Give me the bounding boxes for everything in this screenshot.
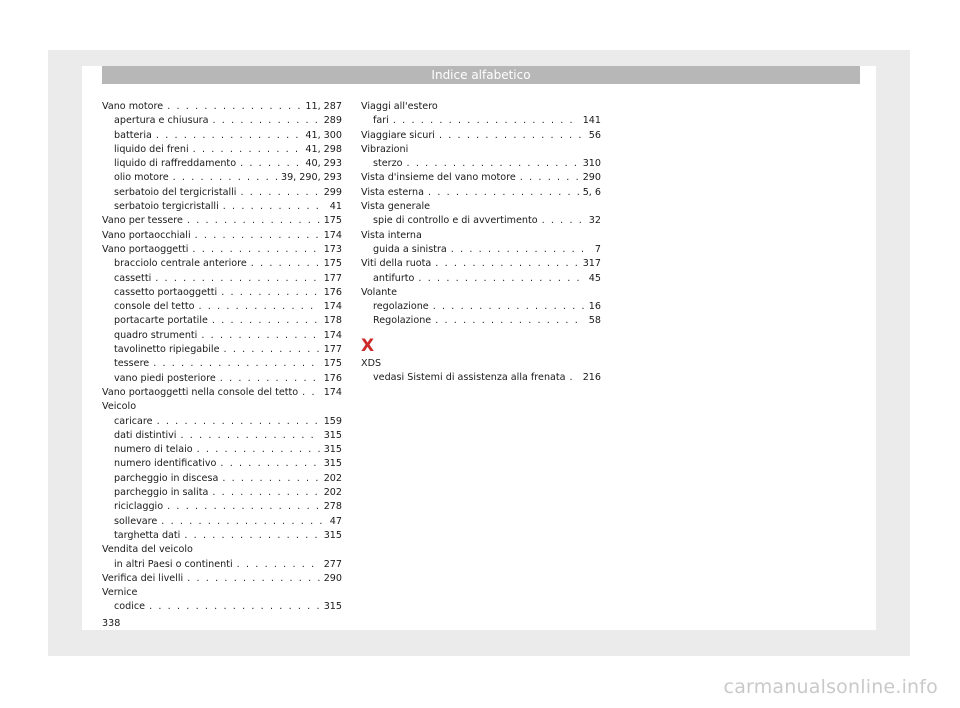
index-subentry [102, 415, 342, 429]
index-subentry [102, 114, 342, 128]
entry-pages: 177 [323, 272, 342, 284]
dot-leader [212, 314, 320, 328]
entry-term: sterzo [373, 158, 403, 170]
dot-leader [520, 171, 579, 185]
entry-term: Veicolo [102, 401, 137, 413]
entry-term: Vendita del veicolo [102, 544, 193, 556]
index-entry [361, 229, 601, 243]
index-entry [102, 400, 342, 414]
header-title: Indice alfabetico [431, 68, 531, 82]
index-entry [102, 543, 342, 557]
entry-term: bracciolo centrale anteriore [114, 258, 247, 270]
entry-term: Regolazione [373, 315, 432, 327]
dot-leader [195, 229, 320, 243]
index-entry [102, 243, 342, 257]
entry-term: portacarte portatile [114, 315, 208, 327]
dot-leader [224, 343, 320, 357]
index-subentry [102, 443, 342, 457]
dot-leader [542, 214, 585, 228]
entry-term: in altri Paesi o continenti [114, 558, 233, 570]
index-subentry [102, 457, 342, 471]
entry-pages: 317 [582, 258, 601, 270]
entry-pages: 175 [323, 258, 342, 270]
index-entry [102, 586, 342, 600]
entry-term: antifurto [373, 272, 415, 284]
entry-pages: 175 [323, 358, 342, 370]
entry-term: tavolinetto ripiegabile [114, 344, 220, 356]
entry-pages: 16 [588, 301, 601, 313]
entry-term: sollevare [114, 515, 158, 527]
entry-term: olio motore [114, 172, 169, 184]
entry-pages: 315 [323, 529, 342, 541]
index-entry [361, 286, 601, 300]
index-entry [361, 129, 601, 143]
entry-pages: 58 [588, 315, 601, 327]
index-entry [361, 357, 601, 371]
entry-pages: 277 [323, 558, 342, 570]
index-subentry [102, 143, 342, 157]
entry-term: Viaggiare sicuri [361, 129, 435, 141]
dot-leader [435, 314, 585, 328]
entry-pages: 178 [323, 315, 342, 327]
entry-term: cassetto portaoggetti [114, 286, 218, 298]
index-subentry [361, 314, 601, 328]
entry-term: apertura e chiusura [114, 115, 209, 127]
entry-term: dati distintivi [114, 429, 177, 441]
entry-term: Vano portaoggetti [102, 243, 189, 255]
entry-pages: 202 [323, 472, 342, 484]
dot-leader [180, 429, 319, 443]
entry-term: Vista esterna [361, 186, 425, 198]
dot-leader [201, 329, 319, 343]
entry-pages: 176 [323, 286, 342, 298]
index-subentry [102, 500, 342, 514]
dot-leader [393, 114, 579, 128]
entry-term: serbatoio del tergicristalli [114, 186, 237, 198]
index-subentry [102, 529, 342, 543]
entry-pages: 290 [323, 572, 342, 584]
dot-leader [187, 214, 320, 228]
entry-term: Vano motore [102, 101, 164, 112]
index-subentry [361, 371, 601, 385]
index-subentry [102, 200, 342, 214]
entry-pages: 310 [582, 158, 601, 170]
index-subentry [102, 343, 342, 357]
entry-pages: 216 [582, 372, 601, 384]
index-subentry [102, 171, 342, 185]
index-letter-heading: X [361, 335, 375, 356]
index-subentry [361, 214, 601, 228]
dot-leader [418, 272, 584, 286]
dot-leader [184, 529, 319, 543]
index-subentry [102, 472, 342, 486]
dot-leader [198, 300, 319, 314]
index-subentry [361, 300, 601, 314]
index-subentry [361, 243, 601, 257]
dot-leader [222, 472, 319, 486]
entry-term: numero identificativo [114, 458, 217, 470]
dot-leader [237, 558, 320, 572]
entry-pages: 41, 298 [305, 143, 342, 155]
entry-term: vedasi Sistemi di assistenza alla frenata [373, 372, 566, 384]
index-subentry [361, 272, 601, 286]
entry-term: guida a sinistra [373, 243, 447, 255]
dot-leader [220, 372, 320, 386]
index-entry [361, 100, 601, 114]
entry-pages: 173 [323, 243, 342, 255]
entry-pages: 11, 287 [305, 101, 342, 112]
dot-leader [435, 257, 578, 271]
dot-leader [428, 186, 579, 200]
entry-pages: 174 [323, 301, 342, 313]
index-subentry [102, 129, 342, 143]
entry-term: quadro strumenti [114, 329, 198, 341]
index-subentry [102, 558, 342, 572]
dot-leader [197, 443, 320, 457]
dot-leader [240, 186, 319, 200]
index-column-right [361, 100, 601, 385]
entry-pages: 47 [329, 515, 342, 527]
page-number: 338 [102, 618, 121, 629]
entry-term: Vano per tessere [102, 215, 183, 227]
index-entry [102, 386, 342, 400]
entry-term: Vernice [102, 587, 138, 599]
entry-term: regolazione [373, 301, 429, 313]
entry-pages: 174 [323, 229, 342, 241]
dot-leader [240, 157, 301, 171]
index-entry [361, 257, 601, 271]
dot-leader [407, 157, 579, 171]
entry-pages: 32 [588, 215, 601, 227]
entry-term: Vano portaocchiali [102, 229, 191, 241]
index-entry [361, 186, 601, 200]
dot-leader [570, 371, 579, 385]
index-entry [361, 143, 601, 157]
entry-term: parcheggio in discesa [114, 472, 219, 484]
entry-term: Viti della ruota [361, 258, 432, 270]
entry-pages: 299 [323, 186, 342, 198]
entry-term: targhetta dati [114, 529, 181, 541]
entry-term: parcheggio in salita [114, 487, 209, 499]
entry-pages: 289 [323, 115, 342, 127]
dot-leader [173, 171, 277, 185]
entry-pages: 315 [323, 458, 342, 470]
entry-pages: 174 [323, 386, 342, 398]
entry-pages: 177 [323, 344, 342, 356]
index-subentry [361, 114, 601, 128]
entry-term: batteria [114, 129, 152, 141]
entry-pages: 45 [588, 272, 601, 284]
dot-leader [223, 200, 326, 214]
entry-pages: 175 [323, 215, 342, 227]
index-entry [361, 200, 601, 214]
entry-pages: 315 [323, 429, 342, 441]
entry-term: Vista d'insieme del vano motore [361, 172, 516, 184]
index-subentry [102, 600, 342, 614]
entry-pages: 278 [323, 501, 342, 513]
entry-pages: 41 [329, 201, 342, 213]
entry-pages: 315 [323, 444, 342, 456]
entry-pages: 5, 6 [582, 186, 601, 198]
index-entry [361, 171, 601, 185]
entry-term: liquido di raffreddamento [114, 158, 237, 170]
dot-leader [156, 129, 301, 143]
index-subentry [102, 329, 342, 343]
index-column-left [102, 100, 342, 615]
index-entry [102, 100, 342, 114]
dot-leader [439, 129, 585, 143]
entry-term: caricare [114, 415, 153, 427]
index-subentry [102, 300, 342, 314]
entry-pages: 159 [323, 415, 342, 427]
entry-term: Vibrazioni [361, 143, 409, 155]
index-subentry [102, 429, 342, 443]
dot-leader [167, 100, 301, 114]
dot-leader [149, 600, 320, 614]
entry-term: fari [373, 115, 389, 127]
entry-pages: 41, 300 [305, 129, 342, 141]
entry-term: XDS [361, 357, 382, 369]
index-subentry [102, 157, 342, 171]
index-subentry [102, 515, 342, 529]
entry-pages: 141 [582, 115, 601, 127]
index-subentry [102, 186, 342, 200]
dot-leader [161, 515, 325, 529]
entry-term: Verifica dei livelli [102, 572, 184, 584]
dot-leader [213, 114, 320, 128]
entry-pages: 202 [323, 487, 342, 499]
dot-leader [302, 386, 320, 400]
entry-term: numero di telaio [114, 444, 193, 456]
index-subentry [102, 257, 342, 271]
dot-leader [192, 243, 319, 257]
dot-leader [221, 286, 320, 300]
entry-term: console del tetto [114, 301, 195, 313]
dot-leader [220, 457, 319, 471]
index-subentry [102, 286, 342, 300]
dot-leader [187, 572, 319, 586]
entry-term: Vista interna [361, 229, 422, 241]
entry-term: riciclaggio [114, 501, 164, 513]
dot-leader [167, 500, 320, 514]
index-subentry [102, 486, 342, 500]
dot-leader [193, 143, 302, 157]
watermark: carmanualsonline.info [723, 676, 938, 698]
entry-pages: 315 [323, 601, 342, 613]
entry-pages: 39, 290, 293 [280, 172, 342, 184]
entry-term: vano piedi posteriore [114, 372, 216, 384]
dot-leader [155, 272, 319, 286]
entry-term: Vista generale [361, 201, 431, 213]
dot-leader [451, 243, 591, 257]
index-entry [102, 572, 342, 586]
entry-term: cassetti [114, 272, 152, 284]
dot-leader [153, 357, 319, 371]
dot-leader [212, 486, 319, 500]
entry-pages: 176 [323, 372, 342, 384]
index-entry [102, 229, 342, 243]
entry-term: liquido dei freni [114, 143, 189, 155]
dot-leader [433, 300, 585, 314]
entry-pages: 290 [582, 172, 601, 184]
entry-term: codice [114, 601, 146, 613]
dot-leader [251, 257, 320, 271]
entry-term: Vano portaoggetti nella console del tetto [102, 386, 299, 398]
index-subentry [102, 272, 342, 286]
entry-pages: 40, 293 [305, 158, 342, 170]
index-entry [102, 214, 342, 228]
dot-leader [157, 415, 320, 429]
index-subentry [102, 314, 342, 328]
page-header [102, 66, 860, 84]
entry-term: Viaggi all'estero [361, 101, 438, 112]
index-subentry [102, 372, 342, 386]
entry-pages: 56 [588, 129, 601, 141]
index-subentry [361, 157, 601, 171]
entry-pages: 7 [594, 243, 601, 255]
entry-term: spie di controllo e di avvertimento [373, 215, 538, 227]
entry-pages: 174 [323, 329, 342, 341]
entry-term: Volante [361, 286, 397, 298]
entry-term: tessere [114, 358, 150, 370]
entry-term: serbatoio tergicristalli [114, 201, 219, 213]
index-subentry [102, 357, 342, 371]
